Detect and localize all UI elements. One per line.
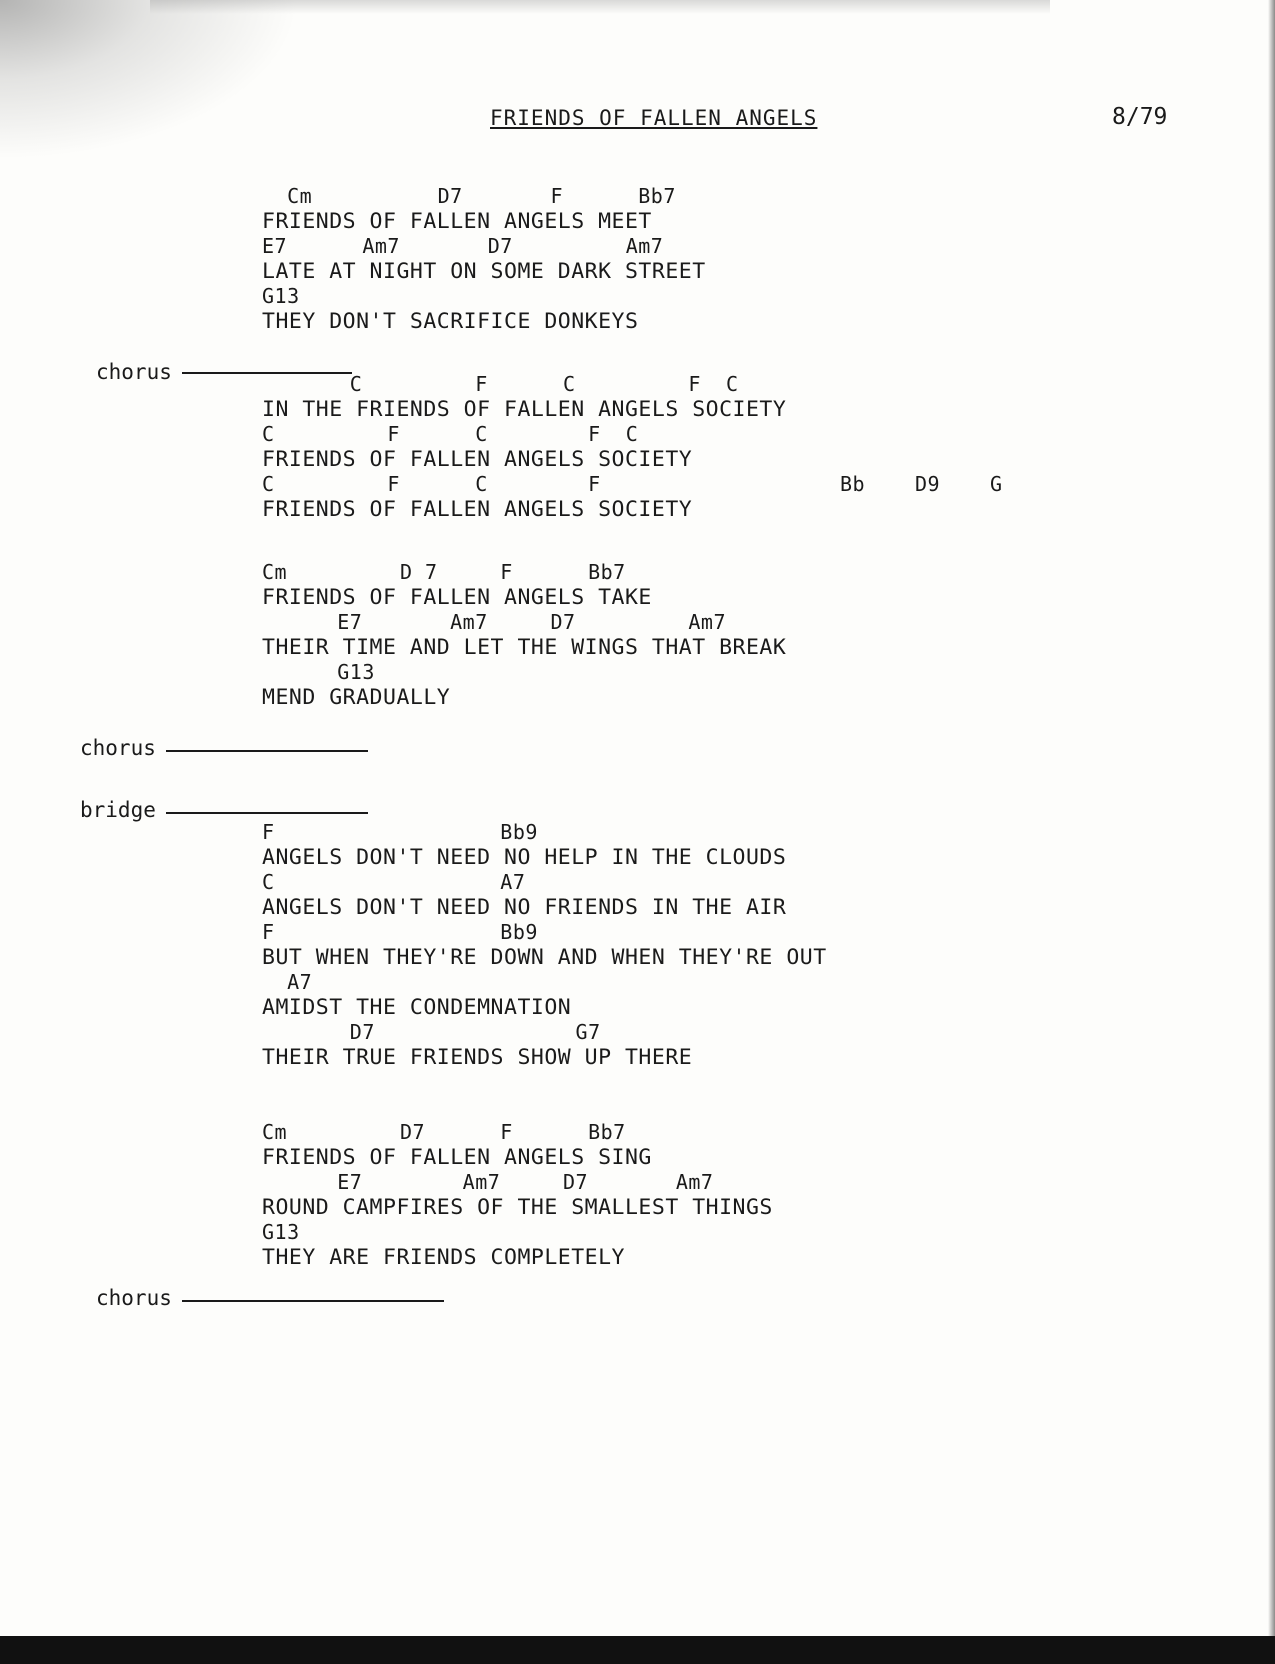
verse2-chords-3: G13 [262,660,375,684]
chorus-tail-chord-bb: Bb [840,472,866,496]
verse3-chords-1: Cm D7 F Bb7 [262,1120,626,1144]
verse3-lyric-3: THEY ARE FRIENDS COMPLETELY [262,1245,625,1270]
verse2-lyric-2: THEIR TIME AND LET THE WINGS THAT BREAK [262,635,787,660]
bridge-chords-4: A7 [262,970,313,994]
chorus-lyric-3: FRIENDS OF FALLEN ANGELS SOCIETY [262,497,693,522]
chorus-repeat-2-label: chorus [96,1286,172,1310]
chorus-tail-chord-g: G [990,472,1003,496]
bridge-lyric-1: ANGELS DON'T NEED NO HELP IN THE CLOUDS [262,845,787,870]
verse2-lyric-1: FRIENDS OF FALLEN ANGELS TAKE [262,585,652,610]
chorus-label: chorus [96,360,172,384]
verse3-chords-3: G13 [262,1220,300,1244]
bridge-chords-1: F Bb9 [262,820,538,844]
chorus-repeat-1-rule [166,750,368,752]
chorus-repeat-1-label: chorus [80,736,156,760]
verse1-chords-1: Cm D7 F Bb7 [262,184,676,208]
bridge-label: bridge [80,798,156,822]
verse2-chords-1: Cm D 7 F Bb7 [262,560,626,584]
verse3-lyric-1: FRIENDS OF FALLEN ANGELS SING [262,1145,652,1170]
chorus-repeat-2-rule [182,1300,444,1302]
song-title: FRIENDS OF FALLEN ANGELS [490,106,818,130]
verse2-chords-2: E7 Am7 D7 Am7 [262,610,727,634]
bridge-lyric-2: ANGELS DON'T NEED NO FRIENDS IN THE AIR [262,895,787,920]
song-date: 8/79 [1112,104,1168,130]
verse1-chords-3: G13 [262,284,300,308]
bridge-chords-2: C A7 [262,870,526,894]
bridge-lyric-5: THEIR TRUE FRIENDS SHOW UP THERE [262,1045,693,1070]
verse1-lyric-3: THEY DON'T SACRIFICE DONKEYS [262,309,639,334]
bridge-chords-3: F Bb9 [262,920,538,944]
verse1-lyric-1: FRIENDS OF FALLEN ANGELS MEET [262,209,652,234]
scan-edge-right [1268,0,1275,1664]
chorus-chords-3: C F C F [262,472,601,496]
verse1-chords-2: E7 Am7 D7 Am7 [262,234,664,258]
chorus-lyric-1: IN THE FRIENDS OF FALLEN ANGELS SOCIETY [262,397,787,422]
scan-smudge [0,0,300,160]
bridge-lyric-4: AMIDST THE CONDEMNATION [262,995,572,1020]
scan-shadow-top [150,0,1050,14]
chorus-tail-chord-d9: D9 [915,472,941,496]
verse1-lyric-2: LATE AT NIGHT ON SOME DARK STREET [262,259,706,284]
bridge-chords-5: D7 G7 [262,1020,601,1044]
verse2-lyric-3: MEND GRADUALLY [262,685,451,710]
chorus-chords-1: C F C F C [262,372,739,396]
verse3-chords-2: E7 Am7 D7 Am7 [262,1170,714,1194]
bridge-rule [166,812,368,814]
verse3-lyric-2: ROUND CAMPFIRES OF THE SMALLEST THINGS [262,1195,773,1220]
chorus-chords-2: C F C F C [262,422,639,446]
bridge-lyric-3: BUT WHEN THEY'RE DOWN AND WHEN THEY'RE OUT [262,945,827,970]
scan-border-bottom [0,1636,1275,1664]
chorus-lyric-2: FRIENDS OF FALLEN ANGELS SOCIETY [262,447,693,472]
